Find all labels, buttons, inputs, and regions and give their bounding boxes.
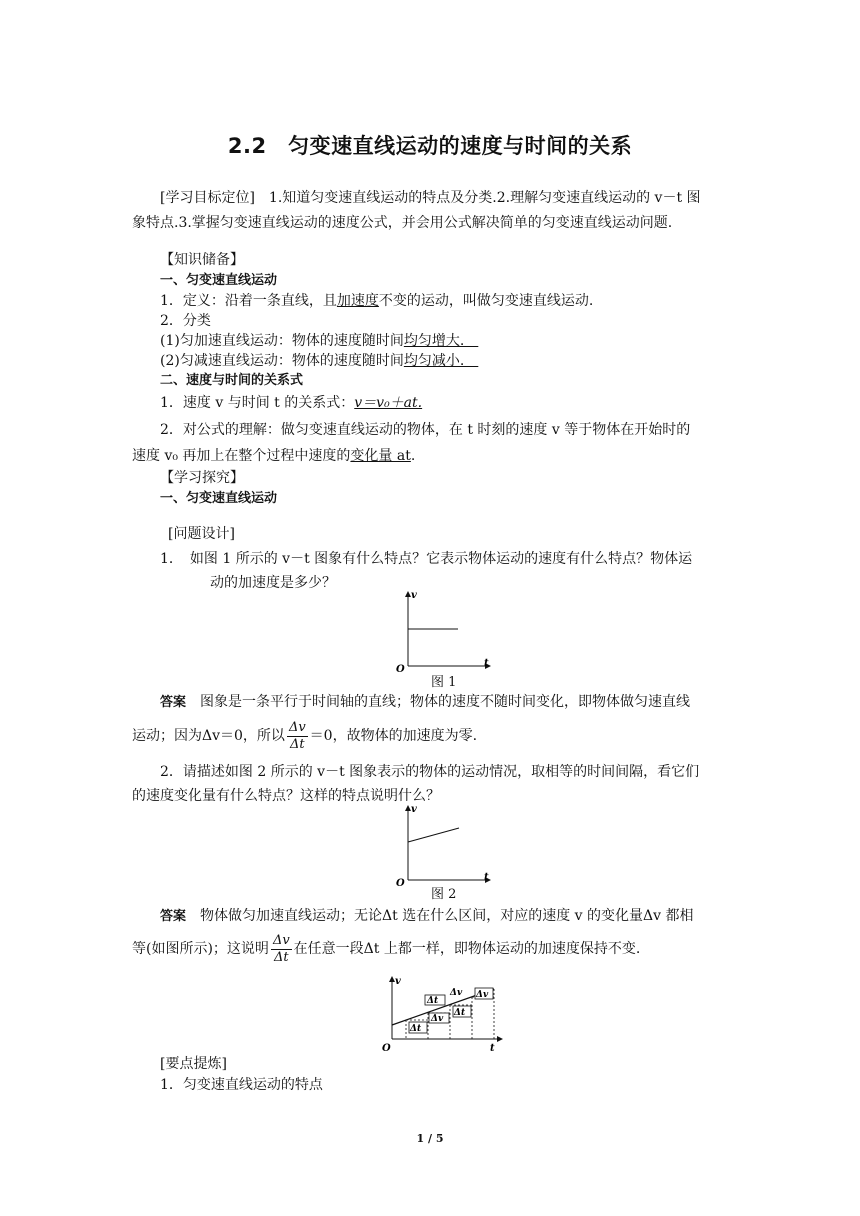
formula-text: 1．速度 v 与时间 t 的关系式： (160, 395, 355, 411)
answer-1-fraction (287, 720, 308, 753)
answer-1-line-1 (160, 692, 690, 713)
classification-line: 2．分类 (160, 313, 211, 329)
answer-1-text-a: 图象是一条平行于时间轴的直线；物体的速度不随时间变化，即物体做匀速直线 (186, 694, 691, 710)
figure-1-origin-label: O (396, 664, 405, 674)
definition-text-b: 不变的运动，叫做匀变速直线运动. (378, 293, 594, 309)
figure-3-dv-label-1: Δv (431, 1014, 444, 1024)
formula-text-c: 速度 v₀ 再加上在整个过程中速度的 (132, 448, 351, 464)
explore-header: 【学习探究】 (160, 470, 244, 486)
answer-2-text-a: 物体做匀加速直线运动；无论Δt 选在什么区间，对应的速度 v 的变化量Δv 都相 (186, 908, 694, 924)
figure-3-dt-label-1: Δt (410, 1024, 422, 1034)
question-1-line-2: 动的加速度是多少？ (210, 575, 336, 591)
key-points-label: [要点提炼] (160, 1056, 227, 1072)
acceleration-text: (1)匀加速直线运动：物体的速度随时间 (160, 333, 404, 349)
formula-line-1 (160, 393, 422, 413)
explore-section-1: 一、匀变速直线运动 (160, 491, 278, 506)
question-1-line-1: 1． 如图 1 所示的 v－t 图象有什么特点？它表示物体运动的速度有什么特点？物体运 (160, 551, 693, 567)
knowledge-section-1: 一、匀变速直线运动 (160, 273, 278, 288)
question-2-line-2: 的速度变化量有什么特点？这样的特点说明什么？ (132, 788, 440, 804)
formula-expression: v＝v₀＋at. (354, 395, 423, 411)
figure-2-caption: 图 2 (431, 887, 457, 902)
figure-3-dv-label-3: Δv (476, 990, 489, 1000)
deceleration-line (160, 351, 478, 371)
page-number: 1 / 5 (416, 1132, 444, 1145)
definition-keyword: 加速度 (336, 293, 379, 309)
acceleration-answer: 均匀增大. (403, 333, 479, 349)
figure-3-dt-label-2: Δt (454, 1008, 466, 1018)
formula-keyword: 变化量 at (350, 448, 411, 464)
question-2-line-1: 2．请描述如图 2 所示的 v－t 图象表示的物体的运动情况，取相等的时间间隔，看它们 (160, 764, 700, 780)
answer-2-fraction (271, 933, 292, 966)
figure-1-v-label: v (411, 590, 417, 601)
answer-1-line-2 (132, 716, 477, 756)
answer-1-fraction-numerator: Δv (288, 719, 306, 735)
figure-1-graph (388, 588, 500, 674)
key-point-1: 1．匀变速直线运动的特点 (160, 1077, 323, 1093)
figure-2-t-label: t (484, 872, 489, 883)
answer-2-line-1 (160, 906, 693, 927)
deceleration-text: (2)匀减速直线运动：物体的速度随时间 (160, 353, 404, 369)
figure-2-origin-label: O (396, 878, 405, 888)
figure-3-v-label: v (395, 976, 401, 987)
formula-line-3 (132, 446, 415, 466)
answer-2-fraction-numerator: Δv (272, 932, 290, 948)
knowledge-section-2: 二、速度与时间的关系式 (160, 373, 304, 388)
answer-2-line-2 (132, 929, 640, 969)
answer-2-label: 答案 (160, 909, 187, 924)
figure-3-origin-label: O (382, 1043, 391, 1054)
figure-3-dv-label-2: Δv (450, 988, 463, 998)
objectives-line-1: [学习目标定位] 1.知道匀变速直线运动的特点及分类.2.理解匀变速直线运动的 v－t 图 (160, 190, 701, 206)
answer-2-text-b: 等(如图所示)；这说明 (132, 941, 269, 957)
figure-2-graph (388, 802, 500, 888)
answer-1-text-c: ＝0，故物体的加速度为零. (309, 728, 478, 744)
figure-1-t-label: t (484, 658, 489, 669)
answer-1-text-b: 运动；因为Δv＝0，所以 (132, 728, 285, 744)
knowledge-header: 【知识储备】 (160, 252, 244, 268)
deceleration-answer: 均匀减小. (403, 353, 479, 369)
figure-3-t-label: t (490, 1043, 495, 1054)
figure-2-sloped-line (408, 828, 459, 842)
figure-2-v-label: v (411, 804, 417, 815)
page-title: 2.2 匀变速直线运动的速度与时间的关系 (227, 134, 633, 158)
answer-2-text-c: 在任意一段Δt 上都一样，即物体运动的加速度保持不变. (293, 941, 641, 957)
answer-2-fraction-denominator: Δt (273, 949, 289, 965)
formula-line-2: 2．对公式的理解：做匀变速直线运动的物体，在 t 时刻的速度 v 等于物体在开始时的 (160, 422, 691, 438)
answer-1-fraction-denominator: Δt (289, 736, 305, 752)
answer-1-label: 答案 (160, 695, 187, 710)
acceleration-line (160, 331, 478, 351)
definition-line (160, 291, 593, 311)
definition-text-a: 1．定义：沿着一条直线，且 (160, 293, 337, 309)
formula-text-d: . (410, 448, 416, 464)
figure-3-dt-label-3: Δt (427, 996, 439, 1006)
problem-design-label: [问题设计] (168, 526, 235, 542)
figure-1-caption: 图 1 (431, 675, 457, 690)
objectives-line-2: 象特点.3.掌握匀变速直线运动的速度公式，并会用公式解决简单的匀变速直线运动问题. (132, 215, 673, 231)
figure-3-graph (376, 975, 506, 1057)
